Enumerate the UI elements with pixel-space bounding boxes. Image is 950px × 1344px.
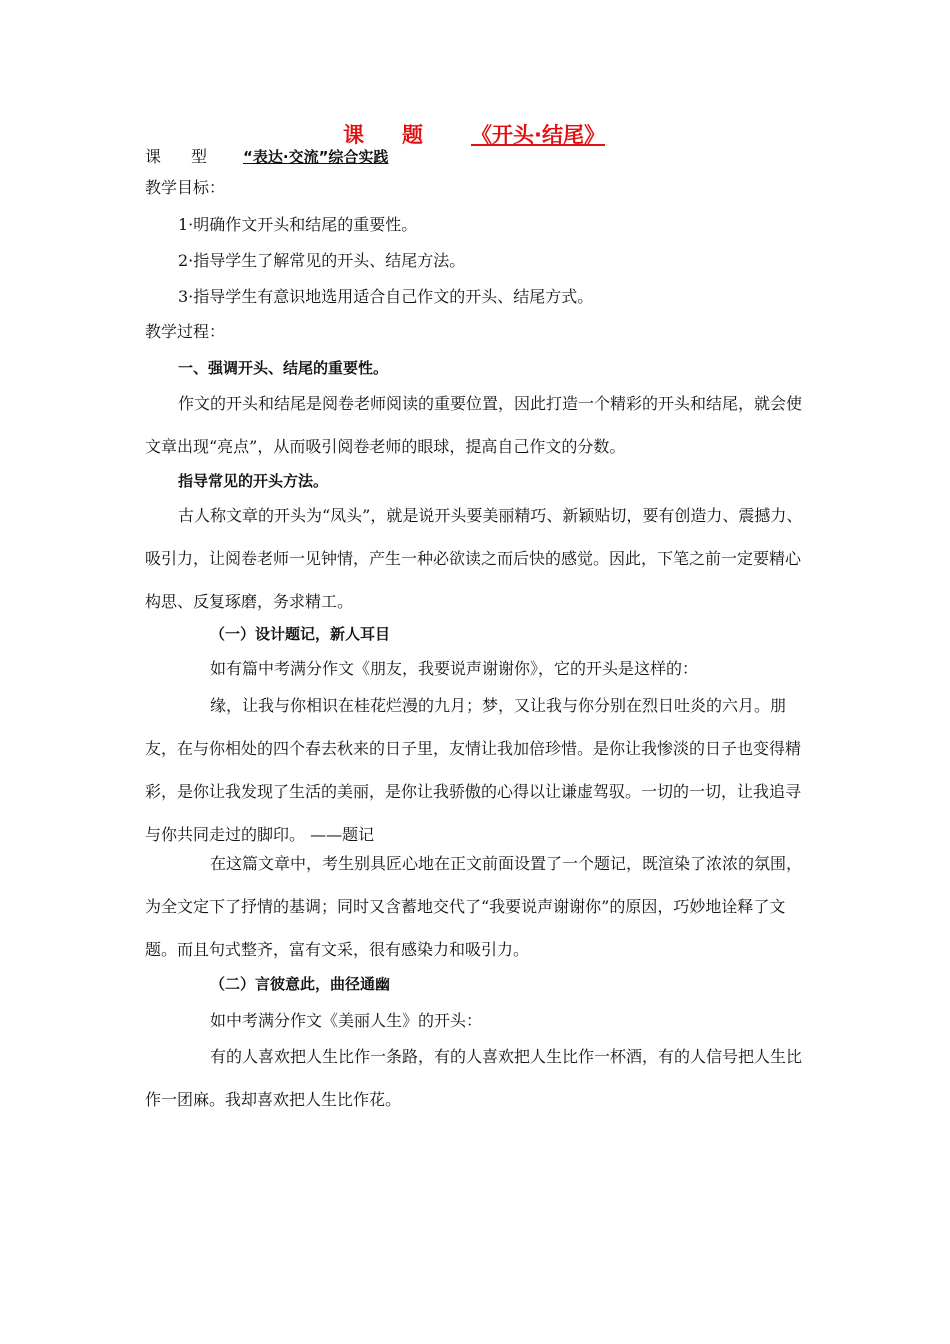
- section2-body: 古人称文章的开头为“凤头”，就是说开头要美丽精巧、新颖贴切，要有创造力、震撼力、吸引力，让阅卷老师一见钟情，产生一种必欲读之而后快的感觉。因此，下笔之前一定要精心构思、反复琢磨，务求精工。: [145, 506, 803, 611]
- method1-analysis: 在这篇文章中，考生别具匠心地在正文前面设置了一个题记，既渲染了浓浓的氛围，为全文定下了抒情的基调；同时又含蓄地交代了“我要说声谢谢你”的原因，巧妙地诠释了文题。而且句式整齐，富有文采，很有感染力和吸引力。: [145, 854, 803, 959]
- method1-quote: 缘，让我与你相识在桂花烂漫的九月；梦，又让我与你分别在烈日吐炎的六月。朋友，在与你相处的四个春去秋来的日子里，友情让我加倍珍惜。是你让我惨淡的日子也变得精彩，是你让我发现了生活的美丽，是你让我骄傲的心得以让谦虚驾驭。一切的一切，让我追寻与你共同走过的脚印。 ——题记: [145, 696, 802, 844]
- title-label: 课题: [343, 123, 461, 147]
- process-heading: 教学过程：: [145, 322, 226, 341]
- goals-heading: 教学目标：: [145, 178, 226, 197]
- lesson-type-value: “表达·交流”综合实践: [243, 148, 389, 166]
- goal-item: 3·指导学生有意识地选用适合自己作文的开头、结尾方式。: [178, 287, 594, 306]
- lesson-type: [145, 146, 388, 168]
- goal-item: 1·明确作文开头和结尾的重要性。: [178, 215, 418, 234]
- section1-heading: 一、强调开头、结尾的重要性。: [178, 359, 389, 377]
- method2-quote: 有的人喜欢把人生比作一条路，有的人喜欢把人生比作一杯酒，有的人信号把人生比作一团麻。我却喜欢把人生比作花。: [145, 1047, 803, 1109]
- lesson-type-label: 课型: [145, 147, 238, 166]
- section2-heading: 指导常见的开头方法。: [178, 472, 329, 490]
- method1-intro: 如有篇中考满分作文《朋友，我要说声谢谢你》，它的开头是这样的：: [210, 659, 699, 678]
- method2-intro: 如中考满分作文《美丽人生》的开头：: [210, 1011, 483, 1030]
- title-value: 《开头·结尾》: [471, 123, 605, 147]
- method2-heading: （二）言彼意此，曲径通幽: [210, 975, 391, 993]
- goal-item: 2·指导学生了解常见的开头、结尾方法。: [178, 251, 466, 270]
- method1-heading: （一）设计题记，新人耳目: [210, 625, 391, 643]
- section1-body: 作文的开头和结尾是阅卷老师阅读的重要位置，因此打造一个精彩的开头和结尾，就会使文章出现“亮点”，从而吸引阅卷老师的眼球，提高自己作文的分数。: [145, 394, 803, 456]
